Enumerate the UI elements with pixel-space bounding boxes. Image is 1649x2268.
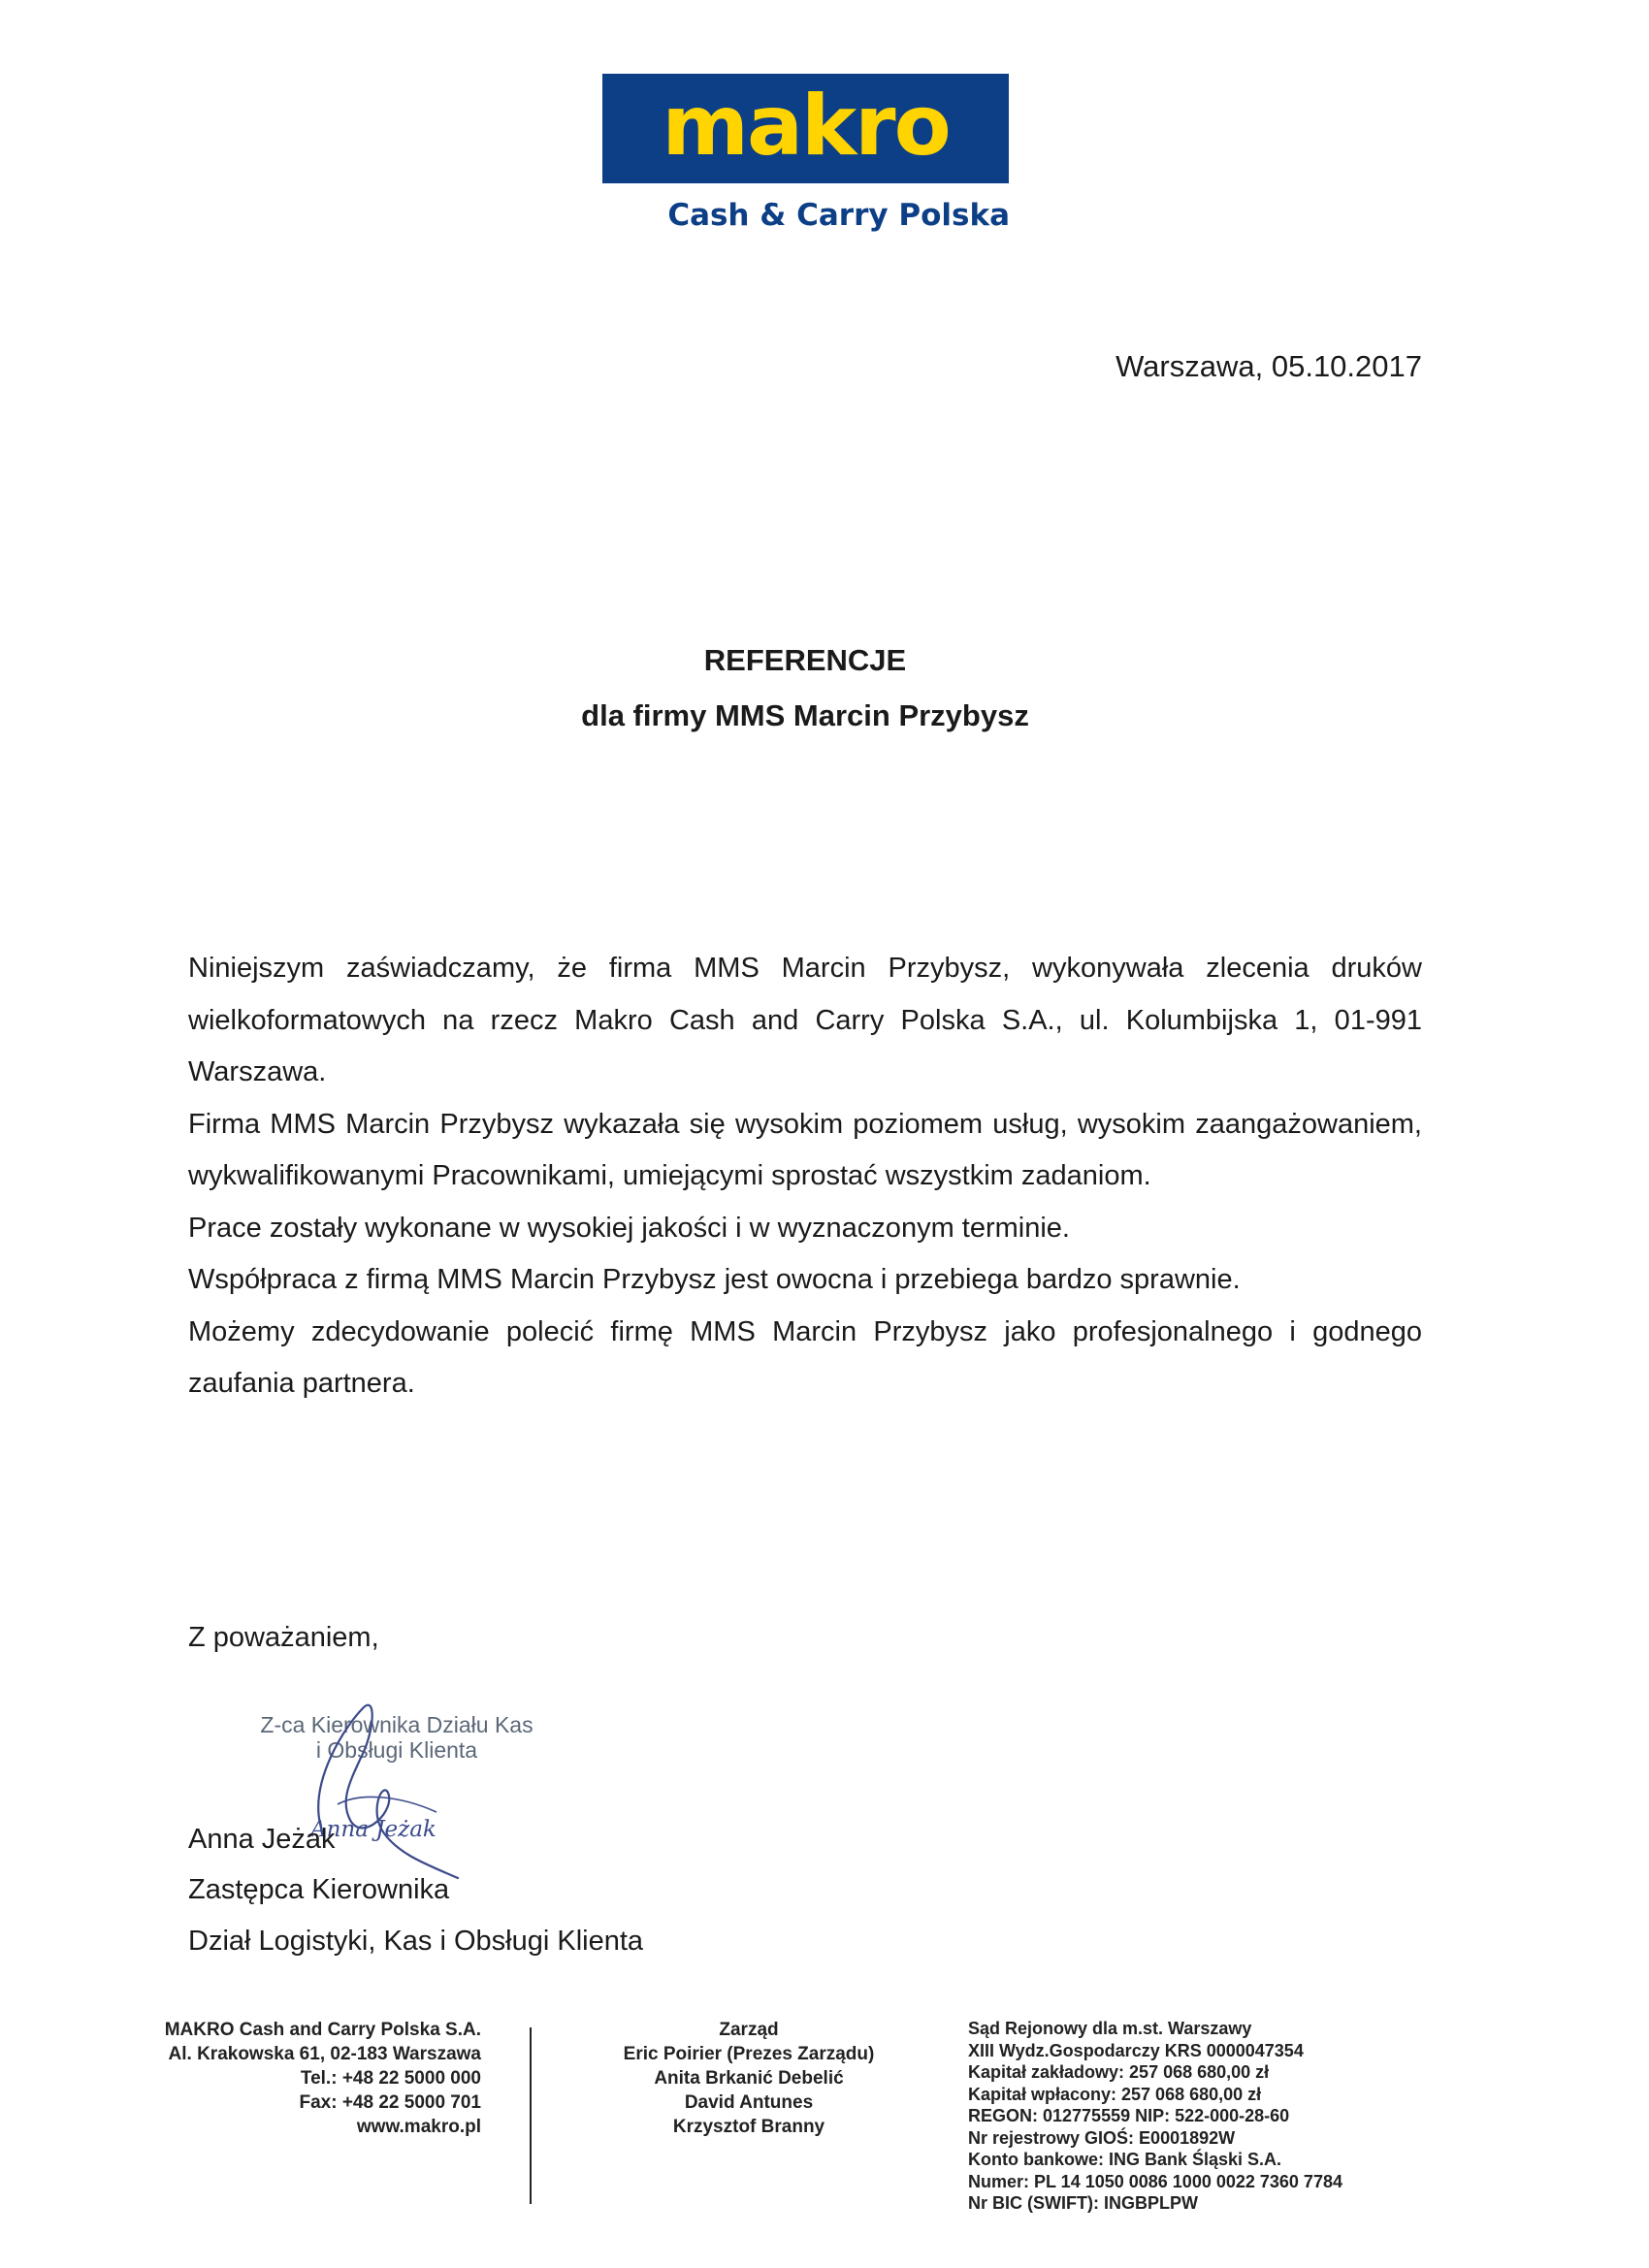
footer-line: www.makro.pl [356,2117,481,2137]
signature-handwriting: Anna Jeżak [310,1817,436,1842]
footer-registry [968,2018,1395,2215]
footer-line: REGON: 012775559 NIP: 522-000-28-60 [968,2106,1290,2125]
body-paragraph: Współpraca z firmą MMS Marcin Przybysz jest owocna i przebiega bardzo sprawnie. [188,1264,1241,1295]
signer-department: Dział Logistyki, Kas i Obsługi Klienta [188,1926,644,1957]
footer-line: Sąd Rejonowy dla m.st. Warszawy [968,2019,1252,2038]
body-paragraph: Firma MMS Marcin Przybysz wykazała się wysokim poziomem usług, wysokim zaangażowaniem, wykwalifikowanymi Pracownikami, umiejącymi sprostać wszystkim zadaniom. [188,1108,1422,1191]
footer-line: Konto bankowe: ING Bank Śląski S.A. [968,2150,1282,2169]
letter-date: Warszawa, 05.10.2017 [1116,349,1422,383]
footer-line: Anita Brkanić Debelić [654,2068,844,2089]
logo-wordmark: makro [662,77,950,175]
footer-line: Krzysztof Branny [672,2117,825,2137]
footer-line: MAKRO Cash and Carry Polska S.A. [164,2020,481,2040]
footer-line: Fax: +48 22 5000 701 [299,2092,481,2113]
signer-position: Zastępca Kierownika [188,1874,450,1905]
footer-line: Nr rejestrowy GIOŚ: E0001892W [968,2127,1236,2148]
footer-line: Zarząd [719,2020,779,2040]
closing-salutation: Z poważaniem, [188,1622,379,1653]
stamp-line: i Obsługi Klienta [315,1737,478,1763]
footer-board [582,2018,916,2139]
footer-line: XIII Wydz.Gospodarczy KRS 0000047354 [968,2040,1304,2060]
footer-company-address [97,2018,481,2139]
footer-line: Numer: PL 14 1050 0086 1000 0022 7360 7784 [968,2171,1342,2191]
letter-title: REFERENCJE [703,643,907,677]
body-paragraph: Prace zostały wykonane w wysokiej jakości i w wyznaczonym terminie. [188,1212,1070,1244]
body-paragraph: Możemy zdecydowanie polecić firmę MMS Marcin Przybysz jako profesjonalnego i godnego zaufania partnera. [188,1315,1422,1399]
signer-name: Anna Jeżak [188,1824,336,1855]
footer-line: Eric Poirier (Prezes Zarządu) [623,2044,875,2064]
logo-subtitle: Cash & Carry Polska [667,198,1010,233]
footer-line: Nr BIC (SWIFT): INGBPLPW [968,2193,1198,2213]
footer-divider [530,2027,532,2204]
footer-line: Kapitał wpłacony: 257 068 680,00 zł [968,2084,1262,2104]
footer-line: Tel.: +48 22 5000 000 [300,2068,481,2089]
makro-logo [602,74,1009,183]
letter-subtitle: dla firmy MMS Marcin Przybysz [581,698,1029,732]
footer-line: David Antunes [684,2092,814,2113]
body-paragraph: Niniejszym zaświadczamy, że firma MMS Marcin Przybysz, wykonywała zlecenia druków wielkoformatowych na rzecz Makro Cash and Carry Polska S.A., ul. Kolumbijska 1, 01-991 Warszawa. [188,953,1422,1087]
letter-body [188,943,1422,1410]
footer-line: Kapitał zakładowy: 257 068 680,00 zł [968,2062,1270,2082]
stamp-line: Z-ca Kierownika Działu Kas [260,1712,534,1737]
footer-line: Al. Krakowska 61, 02-183 Warszawa [168,2044,481,2064]
